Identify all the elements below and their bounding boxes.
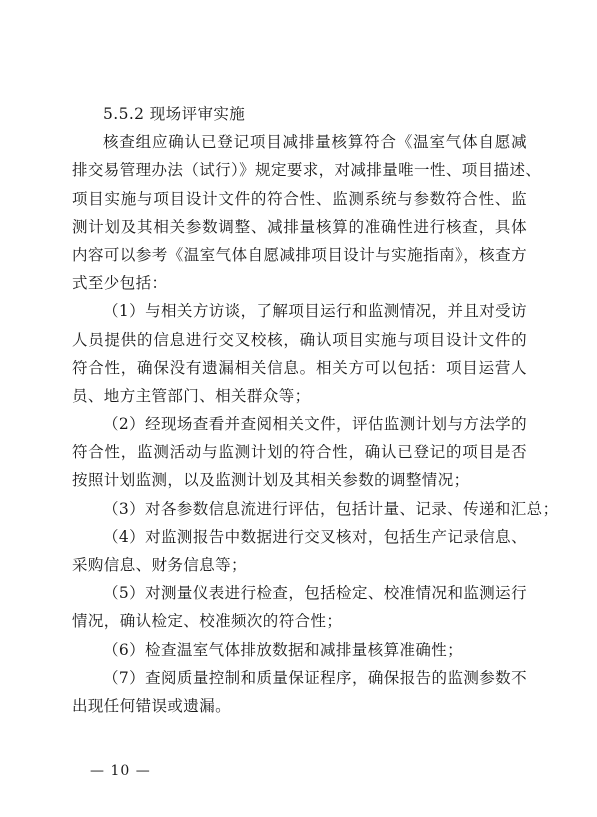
text-line: 测计划及其相关参数调整、减排量核算的准确性进行核查，具体	[72, 217, 527, 236]
text-line: 人员提供的信息进行交叉校核，确认项目实施与项目设计文件的	[72, 330, 527, 349]
text-line: 按照计划监测，以及监测计划及其相关参数的调整情况；	[72, 471, 470, 490]
paragraph-intro	[72, 128, 542, 297]
text-line: （2）经现场查看并查阅相关文件，评估监测计划与方法学的	[103, 415, 527, 434]
paragraph-item-1	[72, 297, 527, 410]
text-line: 情况，确认检定、校准频次的符合性；	[72, 612, 343, 631]
text-line: （3）对各参数信息流进行评估，包括计量、记录、传递和汇总；	[103, 499, 559, 518]
document-body	[72, 100, 559, 720]
text-line: 项目实施与项目设计文件的符合性、监测系统与参数符合性、监	[72, 189, 527, 208]
paragraph-item-3	[72, 495, 559, 523]
paragraph-item-5	[72, 579, 527, 635]
text-line: 符合性，监测活动与监测计划的符合性，确认已登记的项目是否	[72, 443, 527, 462]
paragraph-item-7	[72, 664, 527, 720]
text-line: 式至少包括：	[72, 274, 168, 293]
text-line: 出现任何错误或遗漏。	[72, 696, 232, 715]
text-line: 内容可以参考《温室气体自愿减排项目设计与实施指南》，核查方	[72, 245, 527, 264]
text-line: 员、地方主管部门、相关群众等；	[72, 386, 311, 405]
text-line: （7）查阅质量控制和质量保证程序，确保报告的监测参数不	[103, 668, 527, 687]
text-line: （5）对测量仪表进行检查，包括检定、校准情况和监测运行	[103, 584, 527, 603]
text-line: 采购信息、财务信息等；	[72, 556, 247, 574]
text-line: （4）对监测报告中数据进行交叉核对，包括生产记录信息、	[103, 527, 527, 546]
paragraph-item-6	[72, 636, 527, 664]
page-number: — 10 —	[90, 763, 151, 779]
text-line: （6）检查温室气体排放数据和减排量核算准确性；	[103, 640, 464, 659]
section-heading: 5.5.2 现场评审实施	[103, 105, 246, 123]
text-line: （1）与相关方访谈，了解项目运行和监测情况，并且对受访	[103, 302, 527, 321]
text-line: 核查组应确认已登记项目减排量核算符合《温室气体自愿减	[103, 133, 527, 152]
paragraph-item-4	[72, 523, 527, 579]
paragraph-item-2	[72, 410, 527, 495]
text-line: 符合性，确保没有遗漏相关信息。相关方可以包括：项目运营人	[72, 358, 527, 377]
text-line: 排交易管理办法（试行）》规定要求，对减排量唯一性、项目描述、	[72, 161, 542, 180]
